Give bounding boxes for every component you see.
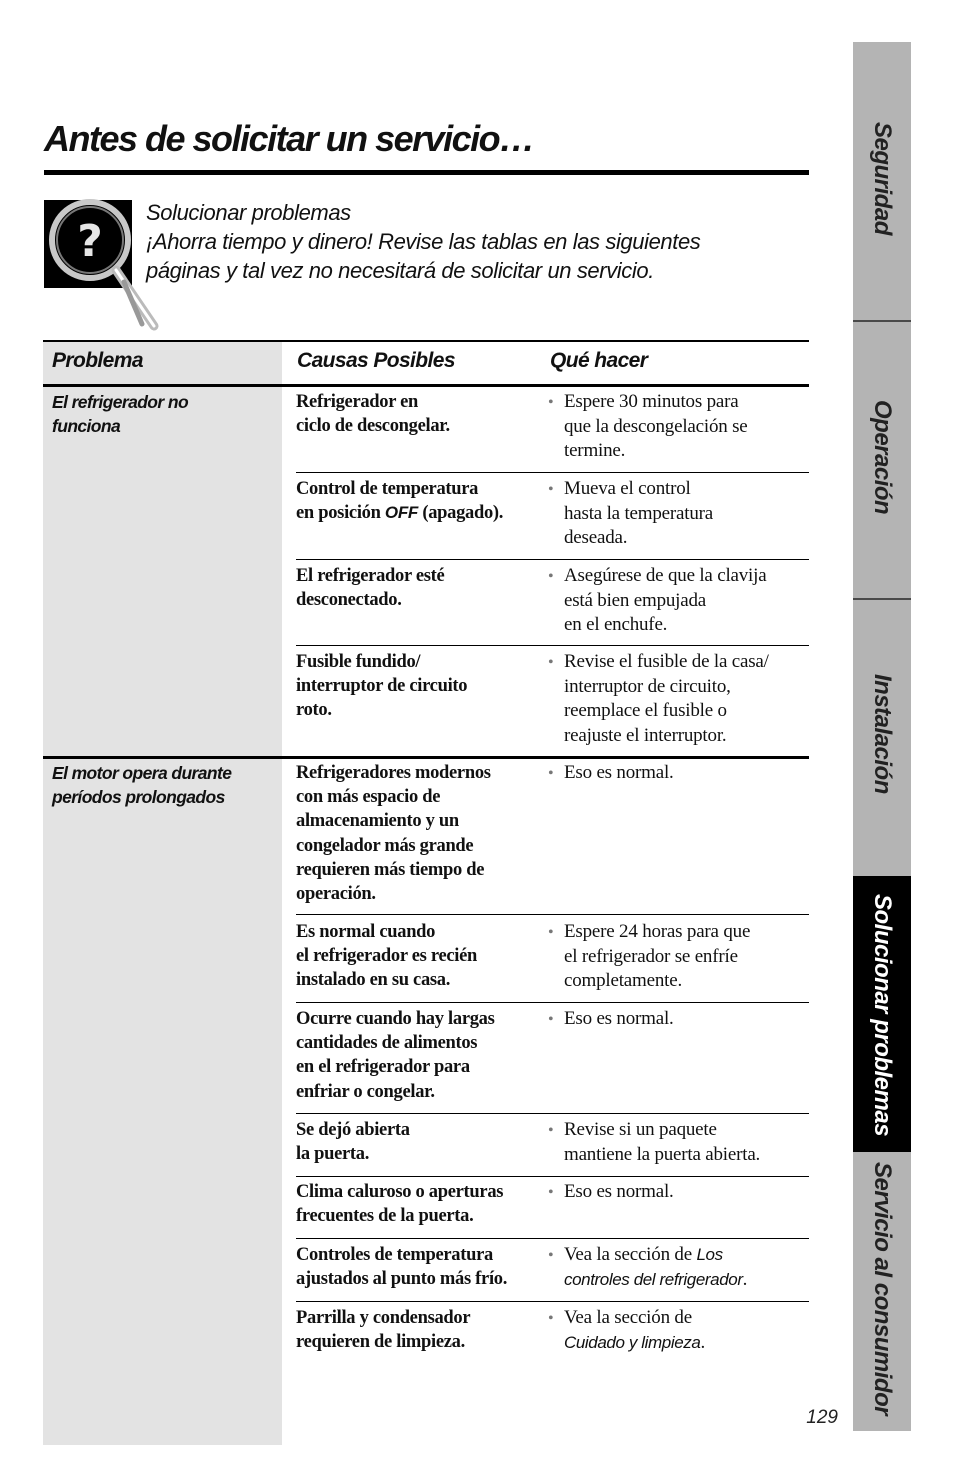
fix-cell [548, 1306, 810, 1355]
bullet-icon: • [548, 1011, 554, 1028]
cause-line: interruptor de circuito [296, 676, 468, 697]
cause-text: (apagado). [418, 503, 504, 524]
group-divider [43, 756, 809, 759]
page-title: Antes de solicitar un servicio… [44, 118, 534, 159]
cause-line: desconectado. [296, 590, 402, 611]
cause-line: el refrigerador es recién [296, 946, 478, 967]
cause-cell [296, 564, 548, 612]
row-divider [296, 472, 809, 473]
cause-line: congelador más grande [296, 835, 474, 856]
fix-line: en el enchufe. [564, 614, 668, 636]
intro-line: páginas y tal vez no necesitará de solicitar un servicio. [146, 258, 654, 283]
fix-line: interruptor de circuito, [564, 676, 731, 698]
tab-divider [853, 598, 911, 600]
cause-line: instalado en su casa. [296, 970, 451, 991]
tab-operacion[interactable] [853, 400, 911, 596]
cause-cell [296, 1306, 548, 1354]
cause-line: Refrigerador en [296, 392, 419, 412]
cause-cell [296, 1007, 548, 1104]
cause-line: enfriar o congelar. [296, 1081, 435, 1102]
tab-divider [853, 320, 911, 322]
fix-text: Vea la sección de [564, 1307, 692, 1328]
page-number: 129 [806, 1407, 838, 1428]
fix-line: Espere 24 horas para que [564, 921, 751, 942]
problem-no-funciona [52, 390, 280, 438]
cause-emphasis: OFF [384, 503, 419, 523]
fix-cell [548, 564, 810, 638]
cause-cell [296, 920, 548, 993]
row-divider [296, 1176, 809, 1177]
bullet-icon: • [548, 568, 554, 585]
fix-line: termine. [564, 440, 626, 462]
cause-cell [296, 1180, 548, 1228]
fix-line: mantiene la puerta abierta. [564, 1144, 761, 1166]
row-divider [296, 1002, 809, 1003]
intro-line: Solucionar problemas [146, 200, 351, 225]
cause-line: la puerta. [296, 1144, 370, 1165]
tab-label: Servicio al consumidor [869, 1162, 896, 1416]
fix-cell [548, 761, 810, 786]
fix-line: Eso es normal. [564, 1181, 674, 1202]
fix-line: reajuste el interruptor. [564, 724, 727, 746]
problem-line: funciona [52, 416, 121, 436]
fix-text: Vea la sección de [564, 1244, 697, 1265]
fix-section-ref: Cuidado y limpieza [564, 1333, 701, 1353]
fix-line: hasta la temperatura [564, 503, 713, 525]
problem-column-bg [43, 341, 282, 1445]
intro-line: ¡Ahorra tiempo y dinero! Revise las tablas en las siguientes [146, 229, 701, 254]
bullet-icon: • [548, 394, 554, 411]
bullet-icon: • [548, 1310, 554, 1327]
tab-servicio-consumidor[interactable] [853, 1162, 911, 1430]
cause-line: Fusible fundido/ [296, 652, 421, 672]
cause-line: cantidades de alimentos [296, 1033, 478, 1054]
problem-motor-prolongado [52, 761, 280, 809]
cause-line: El refrigerador esté [296, 566, 445, 586]
fix-text: . [700, 1332, 705, 1354]
cause-line: Control de temperatura [296, 479, 479, 499]
intro-text [146, 198, 796, 285]
cause-cell [296, 650, 548, 723]
cause-line: Clima caluroso o aperturas [296, 1182, 504, 1202]
fix-cell [548, 1007, 810, 1032]
bullet-icon: • [548, 481, 554, 498]
cause-line: ajustados al punto más frío. [296, 1269, 508, 1290]
fix-cell [548, 650, 810, 748]
row-divider [296, 645, 809, 646]
bullet-icon: • [548, 1122, 554, 1139]
problem-line: El refrigerador no [52, 392, 189, 412]
cause-line: frecuentes de la puerta. [296, 1206, 474, 1227]
cause-line: Parrilla y condensador [296, 1308, 471, 1328]
tab-label: Solucionar problemas [869, 894, 896, 1137]
fix-line: Revise el fusible de la casa/ [564, 651, 769, 672]
bullet-icon: • [548, 765, 554, 782]
cause-line: con más espacio de [296, 787, 441, 808]
row-divider [296, 1113, 809, 1114]
cause-cell [296, 1118, 548, 1166]
fix-cell [548, 1118, 810, 1167]
fix-line: Asegúrese de que la clavija [564, 565, 767, 586]
cause-line: requieren de limpieza. [296, 1332, 465, 1353]
cause-line: requieren más tiempo de [296, 859, 485, 880]
fix-line: Eso es normal. [564, 1008, 674, 1029]
fix-line: Mueva el control [564, 478, 691, 499]
cause-line: Ocurre cuando hay largas [296, 1009, 495, 1029]
fix-line: Eso es normal. [564, 762, 674, 783]
tab-solucionar-problemas[interactable] [853, 876, 911, 1152]
cause-line: Se dejó abierta [296, 1120, 410, 1140]
cause-line: Es normal cuando [296, 922, 436, 942]
tab-instalacion[interactable] [853, 674, 911, 874]
fix-cell [548, 1243, 810, 1292]
fix-line: el refrigerador se enfríe [564, 946, 738, 968]
cause-line: Controles de temperatura [296, 1245, 493, 1265]
cause-cell [296, 390, 548, 438]
fix-cell [548, 390, 810, 464]
fix-section-ref: Los [696, 1245, 723, 1264]
table-top-rule [43, 340, 809, 342]
problem-line: períodos prolongados [52, 787, 225, 807]
tab-label: Seguridad [869, 122, 896, 235]
bullet-icon: • [548, 654, 554, 671]
fix-cell [548, 477, 810, 551]
fix-section-ref: controles del refrigerador [564, 1270, 743, 1290]
cause-cell [296, 477, 548, 525]
header-que-hacer: Qué hacer [550, 349, 648, 372]
cause-cell [296, 761, 548, 906]
table-header-rule [43, 384, 809, 387]
cause-cell [296, 1243, 548, 1291]
fix-line: Espere 30 minutos para [564, 391, 739, 412]
row-divider [296, 559, 809, 560]
problem-line: El motor opera durante [52, 763, 232, 783]
tab-label: Operación [869, 400, 896, 515]
fix-text: . [742, 1269, 748, 1291]
fix-line: deseada. [564, 527, 628, 549]
cause-line: almacenamiento y un [296, 811, 459, 832]
row-divider [296, 1238, 809, 1239]
tab-seguridad[interactable] [853, 122, 911, 320]
header-problema: Problema [52, 349, 143, 372]
fix-line: que la descongelación se [564, 416, 748, 438]
header-causas: Causas Posibles [297, 349, 455, 372]
fix-cell [548, 920, 810, 994]
bullet-icon: • [548, 1184, 554, 1201]
title-rule [44, 170, 809, 175]
fix-line: reemplace el fusible o [564, 700, 727, 722]
svg-text:?: ? [77, 216, 103, 267]
bullet-icon: • [548, 1247, 554, 1264]
cause-line: operación. [296, 884, 376, 905]
fix-line: Revise si un paquete [564, 1119, 717, 1140]
cause-line: roto. [296, 700, 332, 721]
cause-line: en el refrigerador para [296, 1057, 470, 1078]
fix-line: está bien empujada [564, 590, 707, 612]
cause-line: Refrigeradores modernos [296, 763, 491, 783]
bullet-icon: • [548, 924, 554, 941]
fix-line: completamente. [564, 970, 683, 992]
row-divider [296, 1301, 809, 1302]
row-divider [296, 914, 809, 915]
cause-line: ciclo de descongelar. [296, 416, 450, 437]
cause-text: en posición [296, 503, 385, 524]
fix-cell [548, 1180, 810, 1205]
tab-label: Instalación [869, 674, 896, 794]
